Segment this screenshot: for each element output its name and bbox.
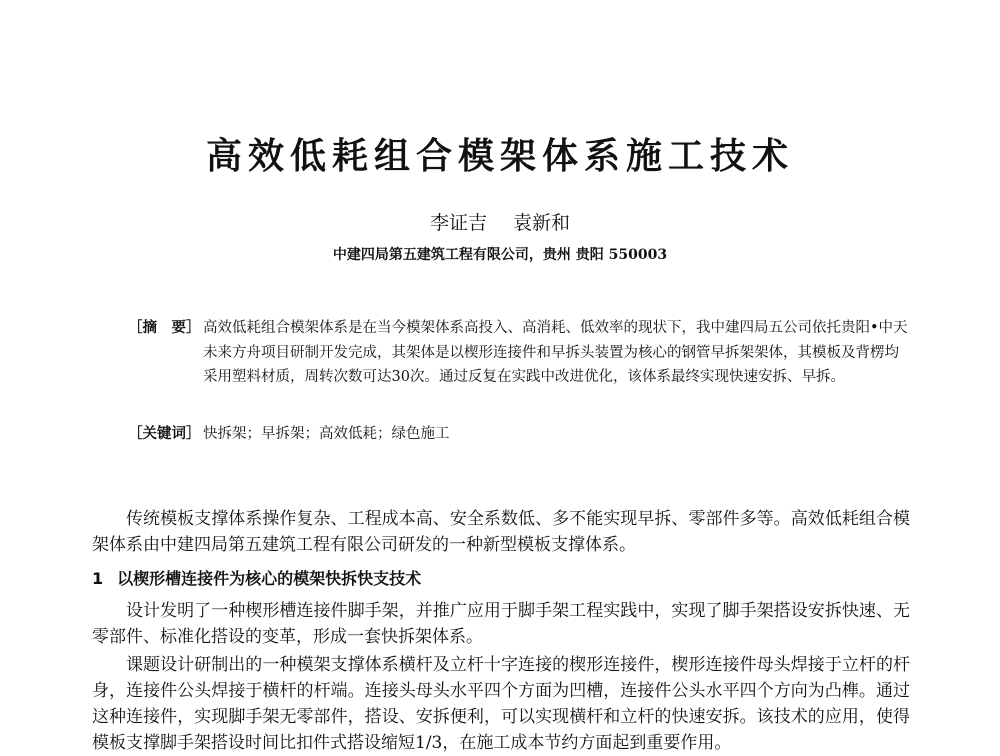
abstract-text: 高效低耗组合模架体系是在当今模架体系高投入、高消耗、低效率的现状下，我中建四局五公司依托贵阳•中天未来方舟项目研制开发完成，其架体是以楔形连接件和早拆头装置为核心的钢管早拆架架体，其模板及背楞均采用塑料材质，周转次数可达30次。通过反复在实践中改进优化，该体系最终实现快速安拆、早拆。 [203,320,908,385]
abstract-label: ［摘 要］ [128,319,201,336]
section-title: 以楔形槽连接件为核心的模架快拆快支技术 [117,569,422,588]
author-list [0,208,1000,235]
body-paragraph: 设计发明了一种楔形槽连接件脚手架，并推广应用于脚手架工程实践中，实现了脚手架搭设安拆快速、无零部件、标准化搭设的变革，形成一套快拆架体系。 [92,601,910,647]
section-heading [92,566,421,589]
keywords-label: ［关键词］ [128,425,201,442]
intro-paragraph: 传统模板支撑体系操作复杂、工程成本高、安全系数低、多不能实现早拆、零部件多等。高效低耗组合模架体系由中建四局第五建筑工程有限公司研发的一种新型模板支撑体系。 [92,509,910,555]
keywords-block [128,422,908,447]
keywords-text: 快拆架；早拆架；高效低耗；绿色施工 [203,426,450,442]
abstract-block [128,316,908,390]
author-name: 李证吉 [429,212,487,234]
author-name: 袁新和 [513,212,571,234]
body-paragraph: 课题设计研制出的一种模架支撑体系横杆及立杆十字连接的楔形连接件，楔形连接件母头焊接于立杆的杆身，连接件公头焊接于横杆的杆端。连接头母头水平四个方面为凹槽，连接件公头水平四个方向为凸榫。通过这种连接件，实现脚手架无零部件，搭设、安拆便利，可以实现横杆和立杆的快速安拆。该技术的应用，使得模板支撑脚手架搭设时间比扣件式搭设缩短1/3，在施工成本节约方面起到重要作用。 [92,655,910,753]
paper-title: 高效低耗组合模架体系施工技术 [205,135,794,177]
section-number: 1 [92,569,104,588]
author-affiliation: 中建四局第五建筑工程有限公司，贵州 贵阳 550003 [332,247,668,263]
